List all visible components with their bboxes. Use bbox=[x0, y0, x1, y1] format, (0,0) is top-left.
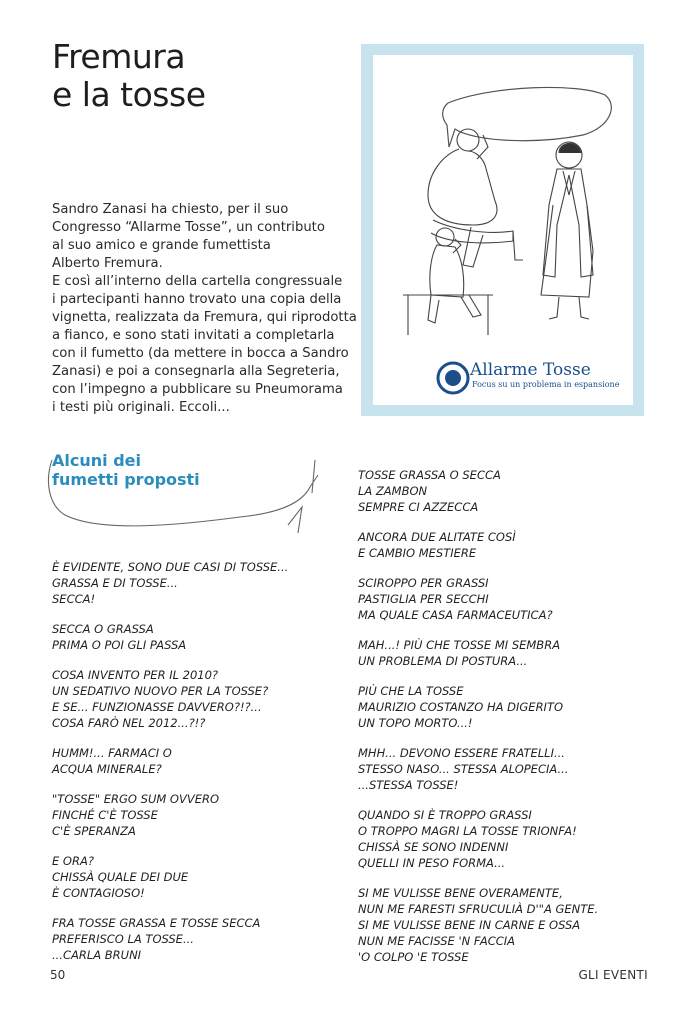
comment-line: È EVIDENTE, SONO DUE CASI DI TOSSE... bbox=[52, 560, 289, 574]
comment-stanza bbox=[52, 853, 342, 901]
comment-line: GRASSA E DI TOSSE... bbox=[52, 576, 178, 590]
comment-line: HUMM!... FARMACI O bbox=[52, 746, 172, 760]
speech-bubble-outline bbox=[40, 455, 340, 545]
intro-line: vignetta, realizzata da Fremura, qui riprodotta bbox=[52, 310, 357, 325]
comment-line: CHISSÀ SE SONO INDENNI bbox=[358, 840, 509, 854]
comment-line: MAH...! PIÙ CHE TOSSE MI SEMBRA bbox=[358, 638, 561, 652]
comment-stanza bbox=[52, 745, 342, 777]
cover-title: Allarme Tosse bbox=[470, 360, 591, 380]
comment-line: ACQUA MINERALE? bbox=[52, 762, 162, 776]
comment-line: MAURIZIO COSTANZO HA DIGERITO bbox=[358, 700, 564, 714]
left-comments-column bbox=[52, 559, 342, 977]
intro-line: Sandro Zanasi ha chiesto, per il suo bbox=[52, 202, 289, 217]
right-comments-column bbox=[358, 467, 658, 979]
intro-line: Alberto Fremura. bbox=[52, 256, 163, 271]
cover-subtitle: Focus su un problema in espansione bbox=[472, 380, 620, 389]
section-label: GLI EVENTI bbox=[578, 968, 648, 982]
comment-line: O TROPPO MAGRI LA TOSSE TRIONFA! bbox=[358, 824, 577, 838]
title-line: e la tosse bbox=[52, 75, 206, 114]
intro-line: Zanasi) e poi a consegnarla alla Segreteria, bbox=[52, 364, 340, 379]
comment-line: MHH... DEVONO ESSERE FRATELLI... bbox=[358, 746, 565, 760]
comment-line: PIÙ CHE LA TOSSE bbox=[358, 684, 464, 698]
intro-line: con l’impegno a pubblicare su Pneumorama bbox=[52, 382, 343, 397]
comment-stanza bbox=[52, 791, 342, 839]
intro-line: i testi più originali. Eccoli... bbox=[52, 400, 230, 415]
page-title bbox=[52, 38, 206, 114]
intro-paragraph bbox=[52, 201, 357, 417]
comment-line: SCIROPPO PER GRASSI bbox=[358, 576, 489, 590]
comment-line: E SE... FUNZIONASSE DAVVERO?!?... bbox=[52, 700, 262, 714]
comment-stanza bbox=[358, 637, 658, 669]
comment-line: PREFERISCO LA TOSSE... bbox=[52, 932, 194, 946]
comment-line: ...CARLA BRUNI bbox=[52, 948, 142, 962]
comment-line: COSA FARÒ NEL 2012...?!? bbox=[52, 716, 206, 730]
comment-line: E CAMBIO MESTIERE bbox=[358, 546, 477, 560]
comment-line: QUANDO SI È TROPPO GRASSI bbox=[358, 808, 532, 822]
section-heading-line: Alcuni dei bbox=[52, 451, 141, 470]
intro-line: Congresso “Allarme Tosse”, un contributo bbox=[52, 220, 325, 235]
comment-line: STESSO NASO... STESSA ALOPECIA... bbox=[358, 762, 569, 776]
comment-stanza bbox=[52, 667, 342, 731]
comment-line: C'È SPERANZA bbox=[52, 824, 136, 838]
comment-line: CHISSÀ QUALE DEI DUE bbox=[52, 870, 189, 884]
comment-stanza bbox=[358, 575, 658, 623]
comment-stanza bbox=[358, 683, 658, 731]
comment-line: SI ME VULISSE BENE IN CARNE E OSSA bbox=[358, 918, 581, 932]
intro-line: i partecipanti hanno trovato una copia della bbox=[52, 292, 342, 307]
comment-line: SECCA O GRASSA bbox=[52, 622, 154, 636]
comment-stanza bbox=[52, 915, 342, 963]
comment-line: COSA INVENTO PER IL 2010? bbox=[52, 668, 219, 682]
comment-line: È CONTAGIOSO! bbox=[52, 886, 145, 900]
comment-stanza bbox=[358, 529, 658, 561]
comment-line: E ORA? bbox=[52, 854, 94, 868]
comment-line: LA ZAMBON bbox=[358, 484, 428, 498]
intro-line: con il fumetto (da mettere in bocca a Sandro bbox=[52, 346, 349, 361]
comment-line: SEMPRE CI AZZECCA bbox=[358, 500, 479, 514]
comment-line: FRA TOSSE GRASSA E TOSSE SECCA bbox=[52, 916, 261, 930]
comment-line: FINCHÉ C'È TOSSE bbox=[52, 808, 158, 822]
comment-stanza bbox=[52, 559, 342, 607]
comment-stanza bbox=[358, 467, 658, 515]
comment-line: UN TOPO MORTO...! bbox=[358, 716, 473, 730]
comment-line: NUN ME FARESTI SFRUCULIÀ D'"A GENTE. bbox=[358, 902, 599, 916]
comment-line: 'O COLPO 'E TOSSE bbox=[358, 950, 469, 964]
comment-stanza bbox=[52, 621, 342, 653]
title-line: Fremura bbox=[52, 37, 186, 76]
comment-line: PASTIGLIA PER SECCHI bbox=[358, 592, 489, 606]
cartoon-drawing bbox=[373, 55, 633, 405]
comment-line: TOSSE GRASSA O SECCA bbox=[358, 468, 501, 482]
congress-logo-icon bbox=[436, 361, 474, 395]
comment-line: ...STESSA TOSSE! bbox=[358, 778, 459, 792]
intro-line: a fianco, e sono stati invitati a completarla bbox=[52, 328, 335, 343]
comment-stanza bbox=[358, 885, 658, 965]
comment-line: UN PROBLEMA DI POSTURA... bbox=[358, 654, 528, 668]
comment-line: MA QUALE CASA FARMACEUTICA? bbox=[358, 608, 553, 622]
comment-line: QUELLI IN PESO FORMA... bbox=[358, 856, 506, 870]
comment-line: PRIMA O POI GLI PASSA bbox=[52, 638, 187, 652]
section-heading-line: fumetti proposti bbox=[52, 470, 200, 489]
page-number: 50 bbox=[50, 968, 66, 982]
comment-line: SI ME VULISSE BENE OVERAMENTE, bbox=[358, 886, 563, 900]
intro-line: E così all’interno della cartella congressuale bbox=[52, 274, 343, 289]
comment-line: SECCA! bbox=[52, 592, 96, 606]
comment-stanza bbox=[358, 745, 658, 793]
comment-line: NUN ME FACISSE 'N FACCIA bbox=[358, 934, 516, 948]
intro-line: al suo amico e grande fumettista bbox=[52, 238, 271, 253]
cartoon-illustration bbox=[373, 55, 633, 405]
comment-line: ANCORA DUE ALITATE COSÌ bbox=[358, 530, 516, 544]
comment-stanza bbox=[358, 807, 658, 871]
comment-line: "TOSSE" ERGO SUM OVVERO bbox=[52, 792, 220, 806]
comment-line: UN SEDATIVO NUOVO PER LA TOSSE? bbox=[52, 684, 269, 698]
